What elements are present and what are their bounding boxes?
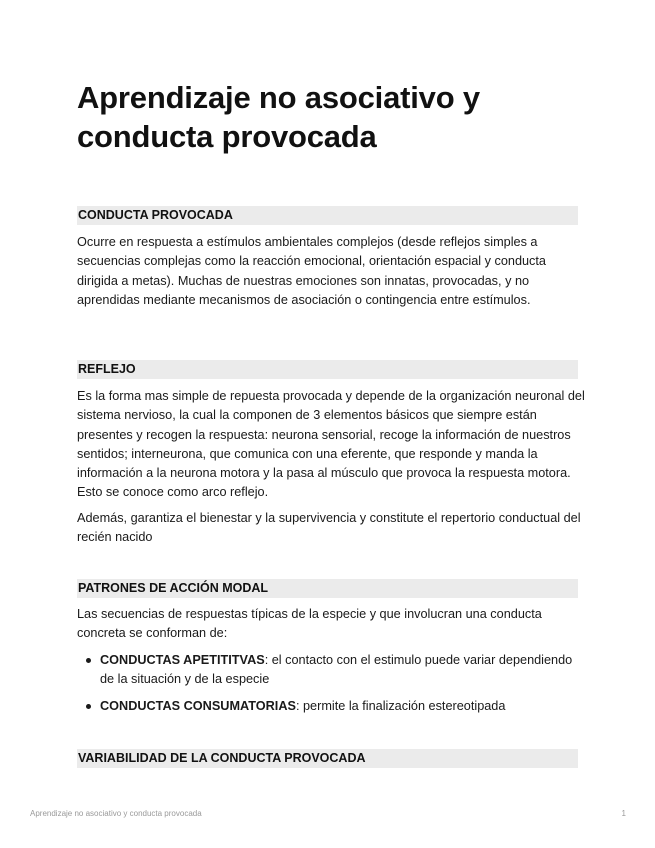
section-heading-conducta-provocada: CONDUCTA PROVOCADA bbox=[77, 206, 578, 225]
list-item bbox=[77, 697, 582, 716]
bullet-icon bbox=[86, 658, 91, 663]
bullet-term: CONDUCTAS CONSUMATORIAS bbox=[100, 698, 296, 713]
bullet-text: : permite la finalización estereotipada bbox=[295, 698, 506, 713]
paragraph-reflejo-1: Es la forma mas simple de repuesta provocada y depende de la organización neuronal del sistema nervioso, la cual la componen de 3 elementos básicos que siempre están presentes y recogen la respuesta: neurona sensorial, recoge la información de nuestros sentidos; interneurona, que comunica con una eferente, que responde y manda la información a la neurona motora y la pasa al músculo que provoca la respuesta motora. Esto se conoce como arco reflejo. bbox=[77, 389, 585, 500]
paragraph-patrones: Las secuencias de respuestas típicas de la especie y que involucran una conducta concreta se conforman de: bbox=[77, 607, 542, 641]
footer-title: Aprendizaje no asociativo y conducta provocada bbox=[30, 809, 202, 818]
footer-page-number: 1 bbox=[621, 809, 626, 818]
list-item bbox=[77, 651, 582, 690]
section-heading-patrones: PATRONES DE ACCIÓN MODAL bbox=[77, 579, 578, 598]
bullet-term: CONDUCTAS APETITITVAS bbox=[100, 653, 265, 667]
paragraph-reflejo-2: Además, garantiza el bienestar y la supervivencia y constitute el repertorio conductual del recién nacido bbox=[77, 511, 581, 545]
section-heading-reflejo: REFLEJO bbox=[77, 360, 578, 379]
bullet-icon bbox=[86, 704, 91, 709]
page-title: Aprendizaje no asociativo y conducta provocada bbox=[77, 80, 480, 154]
section-heading-variabilidad: VARIABILIDAD DE LA CONDUCTA PROVOCADA bbox=[77, 749, 578, 768]
bullet-list bbox=[77, 651, 582, 723]
paragraph-conducta-provocada: Ocurre en respuesta a estímulos ambientales complejos (desde reflejos simples a secuencias complejas como la reacción emocional, orientación espacial y conducta dirigida a metas). Muchas de nuestras emociones son innatas, provocadas, y no aprendidas mediante mecanismos de asociación o contingencia entre estímulos. bbox=[77, 235, 546, 307]
bullet-text: : el contacto con el estimulo puede variar dependiendo de la situación y de la especie bbox=[100, 653, 573, 687]
